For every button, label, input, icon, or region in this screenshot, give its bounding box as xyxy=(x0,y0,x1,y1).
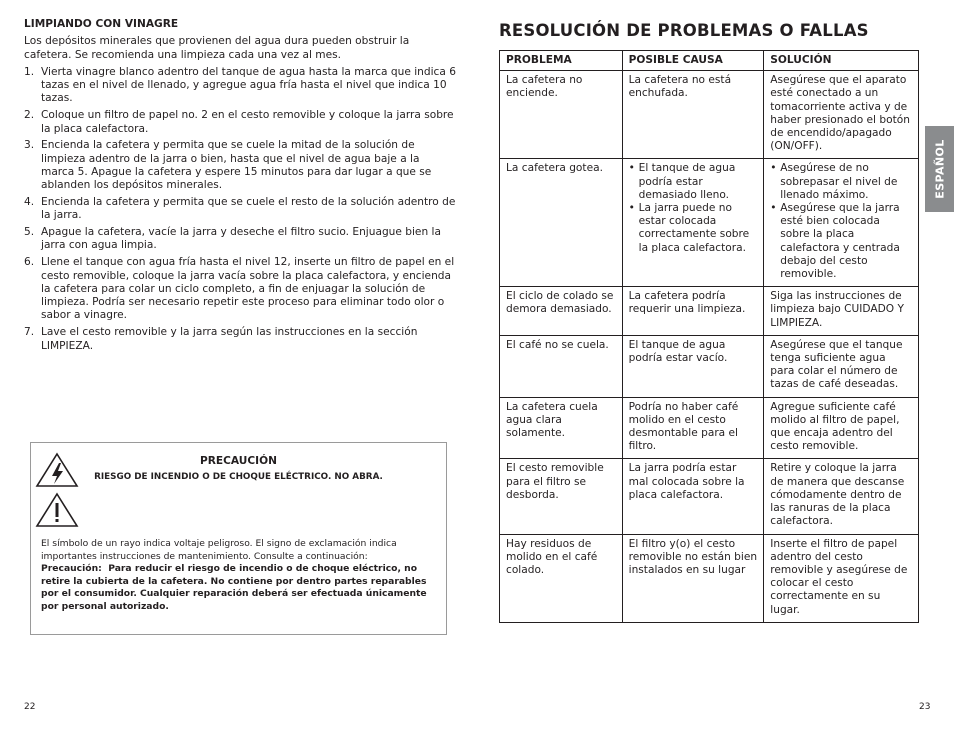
table-row xyxy=(500,534,919,622)
solution-cell: Siga las instrucciones de limpieza bajo CUIDADO Y LIMPIEZA. xyxy=(764,287,919,336)
step-text: Vierta vinagre blanco adentro del tanque de agua hasta la marca que indica 6 tazas en el nivel de llenado, y agregue agua fría hasta el nivel que indica 10 tazas. xyxy=(41,65,456,105)
table-row xyxy=(500,287,919,336)
step-number: 4. xyxy=(24,196,35,209)
list-item: • Asegúrese de no sobrepasar el nivel de llenado máximo. xyxy=(770,162,898,201)
step-item xyxy=(24,326,456,353)
table-row xyxy=(500,159,919,287)
cause-cell: Podría no haber café molido en el cesto desmontable para el filtro. xyxy=(622,397,764,459)
caution-warning-label: Precaución: xyxy=(41,563,102,575)
header-cause: POSIBLE CAUSA xyxy=(622,51,764,71)
step-text: Llene el tanque con agua fría hasta el nivel 12, inserte un filtro de papel en el cesto removible, coloque la jarra vacía sobre la placa calefactora, y encienda la cafetera para colar un ciclo completo, a fin de enjuagar la solución de limpieza. Podría ser necesario repetir este proceso para eliminar todo olor o sabor a vinagre. xyxy=(41,256,455,322)
troubleshooting-title: RESOLUCIÓN DE PROBLEMAS O FALLAS xyxy=(499,21,869,40)
header-problem: PROBLEMA xyxy=(500,51,623,71)
cleaning-section xyxy=(24,18,456,356)
problem-cell: La cafetera cuela agua clara solamente. xyxy=(500,397,623,459)
solution-cell: Asegúrese que el aparato esté conectado a un tomacorriente activa y de haber presionado el botón de encendido/apagado (ON/OFF). xyxy=(764,71,919,159)
step-item xyxy=(24,226,456,253)
list-item: • La jarra puede no estar colocada correctamente sobre la placa calefactora. xyxy=(628,202,750,254)
step-number: 5. xyxy=(24,226,35,239)
problem-cell: La cafetera gotea. xyxy=(500,159,623,287)
cause-cell: El filtro y(o) el cesto removible no están bien instalados en su lugar xyxy=(622,534,764,622)
list-item: • El tanque de agua podría estar demasiado lleno. xyxy=(628,162,736,201)
cause-cell: La jarra podría estar mal colocada sobre la placa calefactora. xyxy=(622,459,764,534)
problem-cell: El cesto removible para el filtro se desborda. xyxy=(500,459,623,534)
page-number-left: 22 xyxy=(24,702,36,712)
list-item-text: La jarra puede no estar colocada correctamente sobre la placa calefactora. xyxy=(638,202,750,254)
cause-cell: La cafetera no está enchufada. xyxy=(622,71,764,159)
solution-cell: Retire y coloque la jarra de manera que descanse cómodamente dentro de las ranuras de la placa calefactora. xyxy=(764,459,919,534)
solution-cell: Inserte el filtro de papel adentro del cesto removible y asegúrese de colocar el cesto correctamente en su lugar. xyxy=(764,534,919,622)
language-tab xyxy=(925,126,954,212)
step-item xyxy=(24,256,456,322)
step-number: 6. xyxy=(24,256,35,269)
caution-warning xyxy=(41,563,431,613)
list-item-text: Asegúrese de no sobrepasar el nivel de llenado máximo. xyxy=(780,162,898,201)
caution-subtitle: RIESGO DE INCENDIO O DE CHOQUE ELÉCTRICO. NO ABRA. xyxy=(94,472,383,482)
cause-cell xyxy=(622,159,764,287)
solution-cell: Asegúrese que el tanque tenga suficiente agua para colar el número de tazas de café deseadas. xyxy=(764,335,919,397)
problem-cell: El ciclo de colado se demora demasiado. xyxy=(500,287,623,336)
step-text: Apague la cafetera, vacíe la jarra y deseche el filtro sucio. Enjuague bien la jarra con agua limpia. xyxy=(41,226,441,252)
table-header-row xyxy=(500,51,919,71)
problem-cell: La cafetera no enciende. xyxy=(500,71,623,159)
list-item: • Asegúrese que la jarra esté bien colocada sobre la placa calefactora y centrada debajo del cesto removible. xyxy=(770,202,900,281)
table-row xyxy=(500,397,919,459)
header-solution: SOLUCIÓN xyxy=(764,51,919,71)
cleaning-title: LIMPIANDO CON VINAGRE xyxy=(24,18,179,30)
step-number: 2. xyxy=(24,109,35,122)
solution-cell: Agregue suficiente café molido al filtro de papel, que encaja adentro del cesto removible. xyxy=(764,397,919,459)
step-text: Coloque un filtro de papel no. 2 en el cesto removible y coloque la jarra sobre la placa calefactora. xyxy=(41,109,454,135)
table-row xyxy=(500,459,919,534)
solution-cell xyxy=(764,159,919,287)
table-row xyxy=(500,71,919,159)
problem-cell: Hay residuos de molido en el café colado. xyxy=(500,534,623,622)
step-text: Encienda la cafetera y permita que se cuele el resto de la solución adentro de la jarra. xyxy=(41,196,456,222)
cause-cell: El tanque de agua podría estar vacío. xyxy=(622,335,764,397)
solution-list xyxy=(770,162,912,281)
cause-list xyxy=(629,162,758,254)
step-number: 3. xyxy=(24,139,35,152)
exclamation-warning-icon xyxy=(35,492,79,532)
list-item-text: El tanque de agua podría estar demasiado lleno. xyxy=(638,162,736,201)
step-item xyxy=(24,139,456,192)
cleaning-intro: Los depósitos minerales que provienen del agua dura pueden obstruir la cafetera. Se recomienda una limpieza cada una vez al mes. xyxy=(24,35,410,61)
troubleshooting-table xyxy=(499,50,919,623)
caution-description: El símbolo de un rayo indica voltaje peligroso. El signo de exclamación indica importantes instrucciones de mantenimiento. Consulte a continuación: xyxy=(41,538,397,562)
caution-box xyxy=(30,442,447,635)
step-item xyxy=(24,66,456,106)
caution-title: PRECAUCIÓN xyxy=(200,455,277,467)
caution-warning-text: Para reducir el riesgo de incendio o de choque eléctrico, no retire la cubierta de la cafetera. No contiene por dentro partes reparables por el consumidor. Cualquier reparación deberá ser efectuada únicamente por personal autorizado. xyxy=(41,563,427,612)
language-tab-label: ESPAÑOL xyxy=(933,139,946,199)
step-item xyxy=(24,109,456,136)
list-item-text: Asegúrese que la jarra esté bien colocada sobre la placa calefactora y centrada debajo del cesto removible. xyxy=(780,202,900,281)
step-item xyxy=(24,196,456,223)
cleaning-steps xyxy=(24,66,456,353)
table-row xyxy=(500,335,919,397)
step-text: Encienda la cafetera y permita que se cuele la mitad de la solución de limpieza adentro de la jarra o bien, hasta que el nivel de agua baje a la marca 5. Apague la cafetera y espere 15 minutos para dar lugar a que se ablanden los depósitos minerales. xyxy=(41,139,432,192)
step-number: 7. xyxy=(24,326,35,339)
page-number-right: 23 xyxy=(919,702,931,712)
problem-cell: El café no se cuela. xyxy=(500,335,623,397)
step-number: 1. xyxy=(24,65,35,78)
caution-body xyxy=(41,538,431,614)
step-text: Lave el cesto removible y la jarra según las instrucciones en la sección LIMPIEZA. xyxy=(41,326,418,352)
cause-cell: La cafetera podría requerir una limpieza. xyxy=(622,287,764,336)
